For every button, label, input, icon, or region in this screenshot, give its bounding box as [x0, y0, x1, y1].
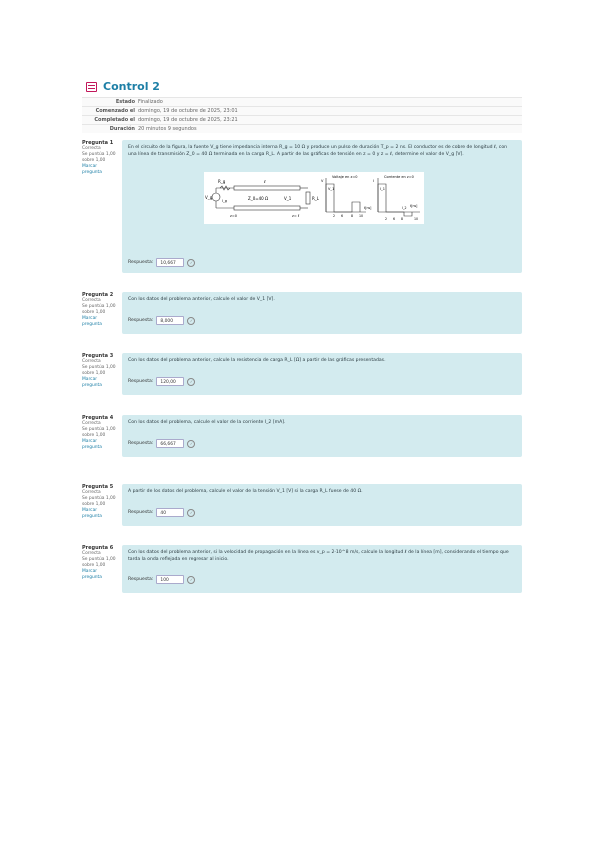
- question-status: Correcta: [82, 359, 101, 364]
- flag-question-link[interactable]: Marcar pregunta: [82, 164, 102, 175]
- quiz-icon: [86, 82, 97, 92]
- zl-pos-label: z= ℓ: [292, 214, 300, 218]
- plot1-title: Voltaje en z=0: [332, 175, 358, 179]
- question-number: Pregunta 4: [82, 415, 114, 421]
- plot2-ylabel: I: [373, 179, 375, 183]
- question-score: Se puntúa 1,00 sobre 1,00: [82, 152, 116, 163]
- question-score: Se puntúa 1,00 sobre 1,00: [82, 427, 116, 438]
- question-status: Correcta: [82, 421, 101, 426]
- rg-label: R_g: [218, 179, 226, 184]
- answer-input[interactable]: 120,00: [156, 377, 184, 386]
- answer-label: Respuesta:: [128, 510, 154, 515]
- summary-key: Completado el: [94, 117, 135, 123]
- question-6: [82, 545, 522, 593]
- circuit-figure: [204, 172, 424, 224]
- summary-row: [82, 106, 522, 115]
- summary-key: Comenzado el: [95, 108, 135, 114]
- question-status: Correcta: [82, 298, 101, 303]
- vg-label: V_g: [205, 195, 213, 200]
- question-5: [82, 484, 522, 526]
- question-4: [82, 415, 522, 457]
- answer-input[interactable]: 66,667: [156, 439, 184, 448]
- question-score: Se puntúa 1,00 sobre 1,00: [82, 304, 116, 315]
- answer-label: Respuesta:: [128, 318, 154, 323]
- question-text: Con los datos del problema anterior, calcule el valor de V_1 [V].: [128, 297, 275, 302]
- question-text: Con los datos del problema, calcule el valor de la corriente I_2 [mA].: [128, 420, 286, 425]
- rl-label: R_L: [312, 196, 320, 201]
- answer-row: [128, 377, 195, 386]
- question-score: Se puntúa 1,00 sobre 1,00: [82, 365, 116, 376]
- answer-input[interactable]: 10,667: [156, 258, 184, 267]
- flag-question-link[interactable]: Marcar pregunta: [82, 569, 102, 580]
- summary-row: [82, 124, 522, 133]
- summary-key: Estado: [115, 99, 135, 105]
- flag-question-link[interactable]: Marcar pregunta: [82, 508, 102, 519]
- plot2-i2-label: I_2: [402, 206, 407, 210]
- question-status: Correcta: [82, 146, 101, 151]
- question-number: Pregunta 5: [82, 484, 114, 490]
- question-info: [82, 353, 118, 389]
- plot1-v1-label: V_1: [328, 187, 335, 191]
- question-text: Con los datos del problema anterior, si la velocidad de propagación en la línea es v_p = 2·10^8 m/s, calcule la longitud ℓ de la línea [m], considerando el tiempo que tarda la onda reflejada en regresar al inicio.: [128, 550, 509, 562]
- summary-row: [82, 97, 522, 106]
- z0-label: Z_0=40 Ω: [248, 196, 269, 201]
- page-title: Control 2: [103, 80, 160, 93]
- v1-label: V_1: [284, 196, 292, 201]
- plot2-xlabel: t[ns]: [410, 204, 418, 208]
- answer-label: Respuesta:: [128, 260, 154, 265]
- plot2-tick: 2: [385, 217, 388, 221]
- question-number: Pregunta 2: [82, 292, 114, 298]
- question-body: [122, 353, 522, 395]
- answer-input[interactable]: 100: [156, 575, 184, 584]
- summary-value: Finalizado: [138, 99, 163, 105]
- plot2-tick: 6: [393, 217, 396, 221]
- question-text: Con los datos del problema anterior, calcule la resistencia de carga R_L [Ω] a partir de las gráficas presentadas.: [128, 358, 386, 363]
- correct-check-icon: ✓: [187, 509, 195, 517]
- plot1-ylabel: V: [321, 179, 324, 183]
- question-2: [82, 292, 522, 334]
- page-title-block: [86, 80, 160, 93]
- question-body: [122, 415, 522, 457]
- answer-row: [128, 316, 195, 325]
- plot1-tick: 2: [333, 214, 336, 218]
- plot2-tick: 10: [414, 217, 419, 221]
- answer-label: Respuesta:: [128, 379, 154, 384]
- answer-input[interactable]: 8,000: [156, 316, 184, 325]
- answer-row: [128, 258, 195, 267]
- plot2-i1-label: I_1: [380, 187, 386, 191]
- answer-input[interactable]: 40: [156, 508, 184, 517]
- question-body: [122, 140, 522, 273]
- question-status: Correcta: [82, 490, 101, 495]
- attempt-summary: [82, 97, 522, 133]
- summary-key: Duración: [109, 126, 135, 132]
- correct-check-icon: ✓: [187, 259, 195, 267]
- flag-question-link[interactable]: Marcar pregunta: [82, 316, 102, 327]
- plot1-xlabel: t[ns]: [364, 206, 372, 210]
- correct-check-icon: ✓: [187, 317, 195, 325]
- question-text: En el circuito de la figura, la fuente V_g tiene impedancia interna R_g = 10 Ω y produce un pulso de duración T_p = 2 ns. El conductor es de cobre de longitud ℓ, con una línea de transmisión Z_0 = 40 Ω terminada en la carga R_L. A partir de las gráficas de tensión en z = 0 y z = ℓ, determine el valor de V_g [V].: [128, 145, 508, 157]
- length-label: ℓ: [264, 179, 266, 184]
- summary-value: domingo, 19 de octubre de 2025, 23:21: [138, 117, 238, 123]
- question-body: [122, 484, 522, 526]
- question-info: [82, 484, 118, 520]
- question-1: [82, 140, 522, 273]
- question-number: Pregunta 6: [82, 545, 114, 551]
- ig-label: I_g: [222, 199, 228, 203]
- question-info: [82, 545, 118, 581]
- plot1-tick: 8: [351, 214, 354, 218]
- answer-label: Respuesta:: [128, 577, 154, 582]
- question-info: [82, 415, 118, 451]
- question-text: A partir de los datos del problema, calcule el valor de la tensión V_1 [V] si la carga R_L fuese de 40 Ω.: [128, 489, 363, 494]
- summary-row: [82, 115, 522, 124]
- correct-check-icon: ✓: [187, 378, 195, 386]
- question-3: [82, 353, 522, 395]
- question-info: [82, 292, 118, 328]
- question-body: [122, 545, 522, 593]
- answer-row: [128, 439, 195, 448]
- summary-value: domingo, 19 de octubre de 2025, 23:01: [138, 108, 238, 114]
- question-number: Pregunta 1: [82, 140, 114, 146]
- question-info: [82, 140, 118, 176]
- question-score: Se puntúa 1,00 sobre 1,00: [82, 557, 116, 568]
- answer-row: [128, 575, 195, 584]
- answer-row: [128, 508, 195, 517]
- flag-question-link[interactable]: Marcar pregunta: [82, 439, 102, 450]
- z0-pos-label: z=0: [230, 214, 237, 218]
- plot1-tick: 6: [341, 214, 344, 218]
- summary-value: 20 minutos 9 segundos: [138, 126, 197, 132]
- correct-check-icon: ✓: [187, 576, 195, 584]
- plot2-tick: 8: [401, 217, 404, 221]
- answer-label: Respuesta:: [128, 441, 154, 446]
- plot1-tick: 10: [359, 214, 364, 218]
- flag-question-link[interactable]: Marcar pregunta: [82, 377, 102, 388]
- question-status: Correcta: [82, 551, 101, 556]
- plot2-title: Corriente en z=0: [384, 175, 414, 179]
- question-number: Pregunta 3: [82, 353, 114, 359]
- correct-check-icon: ✓: [187, 440, 195, 448]
- question-body: [122, 292, 522, 334]
- question-score: Se puntúa 1,00 sobre 1,00: [82, 496, 116, 507]
